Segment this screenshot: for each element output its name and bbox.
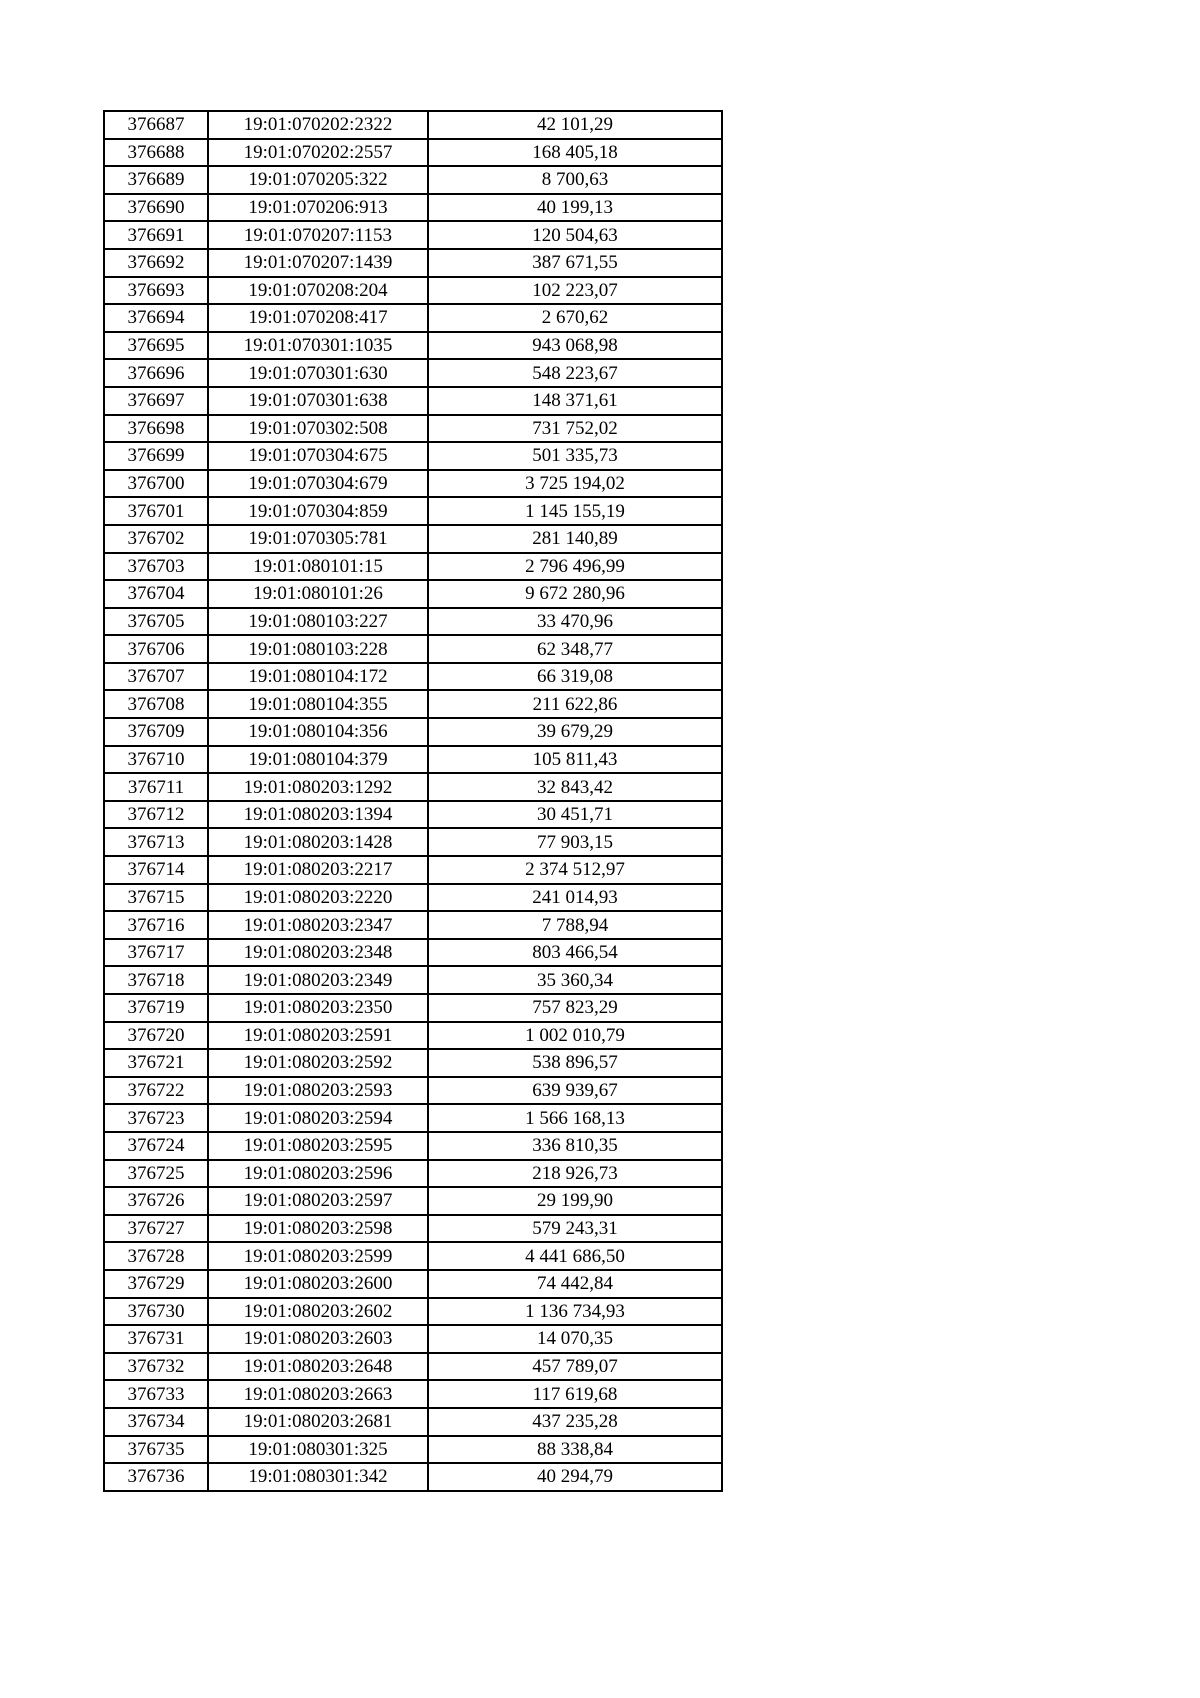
cadastral-number-cell: 19:01:080203:2217 xyxy=(208,856,428,884)
cadastral-number-cell: 19:01:070202:2322 xyxy=(208,111,428,139)
cadastral-number-cell: 19:01:070304:675 xyxy=(208,442,428,470)
cadastral-number-cell: 19:01:080104:379 xyxy=(208,746,428,774)
row-number-cell: 376721 xyxy=(104,1049,208,1077)
row-number-cell: 376709 xyxy=(104,718,208,746)
table-row xyxy=(104,139,722,167)
cadastral-number-cell: 19:01:070304:859 xyxy=(208,497,428,525)
amount-cell: 1 566 168,13 xyxy=(428,1104,722,1132)
row-number-cell: 376726 xyxy=(104,1187,208,1215)
cadastral-number-cell: 19:01:080101:26 xyxy=(208,580,428,608)
amount-cell: 943 068,98 xyxy=(428,332,722,360)
amount-cell: 437 235,28 xyxy=(428,1408,722,1436)
cadastral-number-cell: 19:01:080203:2350 xyxy=(208,994,428,1022)
amount-cell: 4 441 686,50 xyxy=(428,1242,722,1270)
row-number-cell: 376720 xyxy=(104,1022,208,1050)
cadastral-number-cell: 19:01:080203:2349 xyxy=(208,966,428,994)
table-row xyxy=(104,166,722,194)
cadastral-number-cell: 19:01:070205:322 xyxy=(208,166,428,194)
table-row xyxy=(104,1270,722,1298)
cadastral-number-cell: 19:01:080203:2603 xyxy=(208,1325,428,1353)
table-row xyxy=(104,277,722,305)
cadastral-number-cell: 19:01:080203:1394 xyxy=(208,801,428,829)
row-number-cell: 376708 xyxy=(104,690,208,718)
amount-cell: 77 903,15 xyxy=(428,828,722,856)
row-number-cell: 376705 xyxy=(104,608,208,636)
cadastral-number-cell: 19:01:070305:781 xyxy=(208,525,428,553)
cadastral-number-cell: 19:01:080203:1292 xyxy=(208,773,428,801)
table-row xyxy=(104,746,722,774)
table-row xyxy=(104,1022,722,1050)
table-row xyxy=(104,994,722,1022)
row-number-cell: 376714 xyxy=(104,856,208,884)
table-row xyxy=(104,359,722,387)
row-number-cell: 376710 xyxy=(104,746,208,774)
row-number-cell: 376724 xyxy=(104,1132,208,1160)
cadastral-number-cell: 19:01:080203:2348 xyxy=(208,939,428,967)
row-number-cell: 376728 xyxy=(104,1242,208,1270)
amount-cell: 66 319,08 xyxy=(428,663,722,691)
amount-cell: 39 679,29 xyxy=(428,718,722,746)
row-number-cell: 376735 xyxy=(104,1436,208,1464)
row-number-cell: 376689 xyxy=(104,166,208,194)
table-row xyxy=(104,828,722,856)
cadastral-number-cell: 19:01:080203:2591 xyxy=(208,1022,428,1050)
row-number-cell: 376729 xyxy=(104,1270,208,1298)
row-number-cell: 376715 xyxy=(104,884,208,912)
table-row xyxy=(104,470,722,498)
amount-cell: 14 070,35 xyxy=(428,1325,722,1353)
row-number-cell: 376703 xyxy=(104,553,208,581)
cadastral-number-cell: 19:01:070302:508 xyxy=(208,415,428,443)
table-row xyxy=(104,1436,722,1464)
row-number-cell: 376716 xyxy=(104,911,208,939)
row-number-cell: 376730 xyxy=(104,1298,208,1326)
cadastral-number-cell: 19:01:070208:417 xyxy=(208,304,428,332)
amount-cell: 1 002 010,79 xyxy=(428,1022,722,1050)
row-number-cell: 376688 xyxy=(104,139,208,167)
cadastral-number-cell: 19:01:080203:2592 xyxy=(208,1049,428,1077)
cadastral-number-cell: 19:01:080203:2598 xyxy=(208,1215,428,1243)
table-row xyxy=(104,1160,722,1188)
row-number-cell: 376698 xyxy=(104,415,208,443)
table-row xyxy=(104,884,722,912)
cadastral-number-cell: 19:01:080203:2593 xyxy=(208,1077,428,1105)
amount-cell: 1 145 155,19 xyxy=(428,497,722,525)
row-number-cell: 376727 xyxy=(104,1215,208,1243)
row-number-cell: 376706 xyxy=(104,635,208,663)
table-row xyxy=(104,801,722,829)
table-row xyxy=(104,387,722,415)
row-number-cell: 376723 xyxy=(104,1104,208,1132)
amount-cell: 168 405,18 xyxy=(428,139,722,167)
row-number-cell: 376713 xyxy=(104,828,208,856)
amount-cell: 35 360,34 xyxy=(428,966,722,994)
amount-cell: 3 725 194,02 xyxy=(428,470,722,498)
cadastral-number-cell: 19:01:080203:2594 xyxy=(208,1104,428,1132)
row-number-cell: 376691 xyxy=(104,221,208,249)
amount-cell: 9 672 280,96 xyxy=(428,580,722,608)
table-row xyxy=(104,1215,722,1243)
cadastral-number-cell: 19:01:070304:679 xyxy=(208,470,428,498)
amount-cell: 757 823,29 xyxy=(428,994,722,1022)
cadastral-number-cell: 19:01:080104:355 xyxy=(208,690,428,718)
row-number-cell: 376699 xyxy=(104,442,208,470)
amount-cell: 2 374 512,97 xyxy=(428,856,722,884)
cadastral-number-cell: 19:01:080203:2600 xyxy=(208,1270,428,1298)
table-row xyxy=(104,635,722,663)
amount-cell: 105 811,43 xyxy=(428,746,722,774)
amount-cell: 731 752,02 xyxy=(428,415,722,443)
amount-cell: 2 796 496,99 xyxy=(428,553,722,581)
table-row xyxy=(104,415,722,443)
cadastral-number-cell: 19:01:080203:2599 xyxy=(208,1242,428,1270)
table-row xyxy=(104,1325,722,1353)
row-number-cell: 376733 xyxy=(104,1380,208,1408)
cadastral-number-cell: 19:01:070207:1153 xyxy=(208,221,428,249)
amount-cell: 548 223,67 xyxy=(428,359,722,387)
cadastral-number-cell: 19:01:080103:227 xyxy=(208,608,428,636)
table-row xyxy=(104,966,722,994)
table-body xyxy=(104,111,722,1491)
table-row xyxy=(104,304,722,332)
cadastral-number-cell: 19:01:080301:342 xyxy=(208,1463,428,1491)
cadastral-number-cell: 19:01:080203:2602 xyxy=(208,1298,428,1326)
table-row xyxy=(104,1132,722,1160)
row-number-cell: 376690 xyxy=(104,194,208,222)
cadastral-number-cell: 19:01:070301:630 xyxy=(208,359,428,387)
row-number-cell: 376712 xyxy=(104,801,208,829)
table-row xyxy=(104,249,722,277)
cadastral-number-cell: 19:01:080103:228 xyxy=(208,635,428,663)
amount-cell: 7 788,94 xyxy=(428,911,722,939)
table-row xyxy=(104,1187,722,1215)
amount-cell: 32 843,42 xyxy=(428,773,722,801)
row-number-cell: 376717 xyxy=(104,939,208,967)
row-number-cell: 376692 xyxy=(104,249,208,277)
table-row xyxy=(104,442,722,470)
row-number-cell: 376722 xyxy=(104,1077,208,1105)
amount-cell: 538 896,57 xyxy=(428,1049,722,1077)
amount-cell: 40 199,13 xyxy=(428,194,722,222)
cadastral-number-cell: 19:01:070301:1035 xyxy=(208,332,428,360)
amount-cell: 88 338,84 xyxy=(428,1436,722,1464)
row-number-cell: 376704 xyxy=(104,580,208,608)
cadastral-number-cell: 19:01:080203:2220 xyxy=(208,884,428,912)
table-row xyxy=(104,1298,722,1326)
table-row xyxy=(104,608,722,636)
table-row xyxy=(104,773,722,801)
cadastral-number-cell: 19:01:070202:2557 xyxy=(208,139,428,167)
cadastral-number-cell: 19:01:080301:325 xyxy=(208,1436,428,1464)
table-row xyxy=(104,1408,722,1436)
row-number-cell: 376693 xyxy=(104,277,208,305)
row-number-cell: 376687 xyxy=(104,111,208,139)
amount-cell: 40 294,79 xyxy=(428,1463,722,1491)
amount-cell: 29 199,90 xyxy=(428,1187,722,1215)
amount-cell: 1 136 734,93 xyxy=(428,1298,722,1326)
amount-cell: 8 700,63 xyxy=(428,166,722,194)
table-row xyxy=(104,111,722,139)
amount-cell: 579 243,31 xyxy=(428,1215,722,1243)
row-number-cell: 376707 xyxy=(104,663,208,691)
row-number-cell: 376697 xyxy=(104,387,208,415)
row-number-cell: 376702 xyxy=(104,525,208,553)
amount-cell: 62 348,77 xyxy=(428,635,722,663)
amount-cell: 387 671,55 xyxy=(428,249,722,277)
table-row xyxy=(104,221,722,249)
amount-cell: 803 466,54 xyxy=(428,939,722,967)
amount-cell: 148 371,61 xyxy=(428,387,722,415)
cadastral-number-cell: 19:01:070206:913 xyxy=(208,194,428,222)
amount-cell: 281 140,89 xyxy=(428,525,722,553)
cadastral-number-cell: 19:01:080101:15 xyxy=(208,553,428,581)
amount-cell: 102 223,07 xyxy=(428,277,722,305)
row-number-cell: 376696 xyxy=(104,359,208,387)
amount-cell: 336 810,35 xyxy=(428,1132,722,1160)
cadastral-number-cell: 19:01:080104:356 xyxy=(208,718,428,746)
row-number-cell: 376734 xyxy=(104,1408,208,1436)
table-row xyxy=(104,332,722,360)
row-number-cell: 376718 xyxy=(104,966,208,994)
cadastral-number-cell: 19:01:070301:638 xyxy=(208,387,428,415)
cadastral-number-cell: 19:01:080203:2663 xyxy=(208,1380,428,1408)
amount-cell: 30 451,71 xyxy=(428,801,722,829)
row-number-cell: 376719 xyxy=(104,994,208,1022)
table-row xyxy=(104,580,722,608)
table-row xyxy=(104,939,722,967)
cadastral-number-cell: 19:01:070207:1439 xyxy=(208,249,428,277)
table-row xyxy=(104,194,722,222)
table-row xyxy=(104,718,722,746)
row-number-cell: 376725 xyxy=(104,1160,208,1188)
amount-cell: 2 670,62 xyxy=(428,304,722,332)
table-row xyxy=(104,1077,722,1105)
row-number-cell: 376701 xyxy=(104,497,208,525)
row-number-cell: 376732 xyxy=(104,1353,208,1381)
cadastral-number-cell: 19:01:070208:204 xyxy=(208,277,428,305)
data-table xyxy=(103,110,723,1492)
cadastral-number-cell: 19:01:080203:2595 xyxy=(208,1132,428,1160)
table-row xyxy=(104,1049,722,1077)
table-row xyxy=(104,663,722,691)
table-row xyxy=(104,1242,722,1270)
amount-cell: 218 926,73 xyxy=(428,1160,722,1188)
cadastral-number-cell: 19:01:080203:2596 xyxy=(208,1160,428,1188)
table-row xyxy=(104,856,722,884)
table-row xyxy=(104,497,722,525)
row-number-cell: 376736 xyxy=(104,1463,208,1491)
amount-cell: 241 014,93 xyxy=(428,884,722,912)
amount-cell: 639 939,67 xyxy=(428,1077,722,1105)
table-row xyxy=(104,1380,722,1408)
amount-cell: 42 101,29 xyxy=(428,111,722,139)
table-row xyxy=(104,1463,722,1491)
amount-cell: 74 442,84 xyxy=(428,1270,722,1298)
amount-cell: 117 619,68 xyxy=(428,1380,722,1408)
table-row xyxy=(104,690,722,718)
amount-cell: 120 504,63 xyxy=(428,221,722,249)
amount-cell: 457 789,07 xyxy=(428,1353,722,1381)
row-number-cell: 376694 xyxy=(104,304,208,332)
row-number-cell: 376695 xyxy=(104,332,208,360)
cadastral-number-cell: 19:01:080104:172 xyxy=(208,663,428,691)
amount-cell: 33 470,96 xyxy=(428,608,722,636)
cadastral-number-cell: 19:01:080203:2597 xyxy=(208,1187,428,1215)
cadastral-number-cell: 19:01:080203:1428 xyxy=(208,828,428,856)
cadastral-number-cell: 19:01:080203:2347 xyxy=(208,911,428,939)
table-row xyxy=(104,553,722,581)
amount-cell: 501 335,73 xyxy=(428,442,722,470)
amount-cell: 211 622,86 xyxy=(428,690,722,718)
row-number-cell: 376711 xyxy=(104,773,208,801)
row-number-cell: 376731 xyxy=(104,1325,208,1353)
row-number-cell: 376700 xyxy=(104,470,208,498)
cadastral-number-cell: 19:01:080203:2681 xyxy=(208,1408,428,1436)
table-row xyxy=(104,525,722,553)
cadastral-number-cell: 19:01:080203:2648 xyxy=(208,1353,428,1381)
table-row xyxy=(104,911,722,939)
table-row xyxy=(104,1353,722,1381)
table-row xyxy=(104,1104,722,1132)
